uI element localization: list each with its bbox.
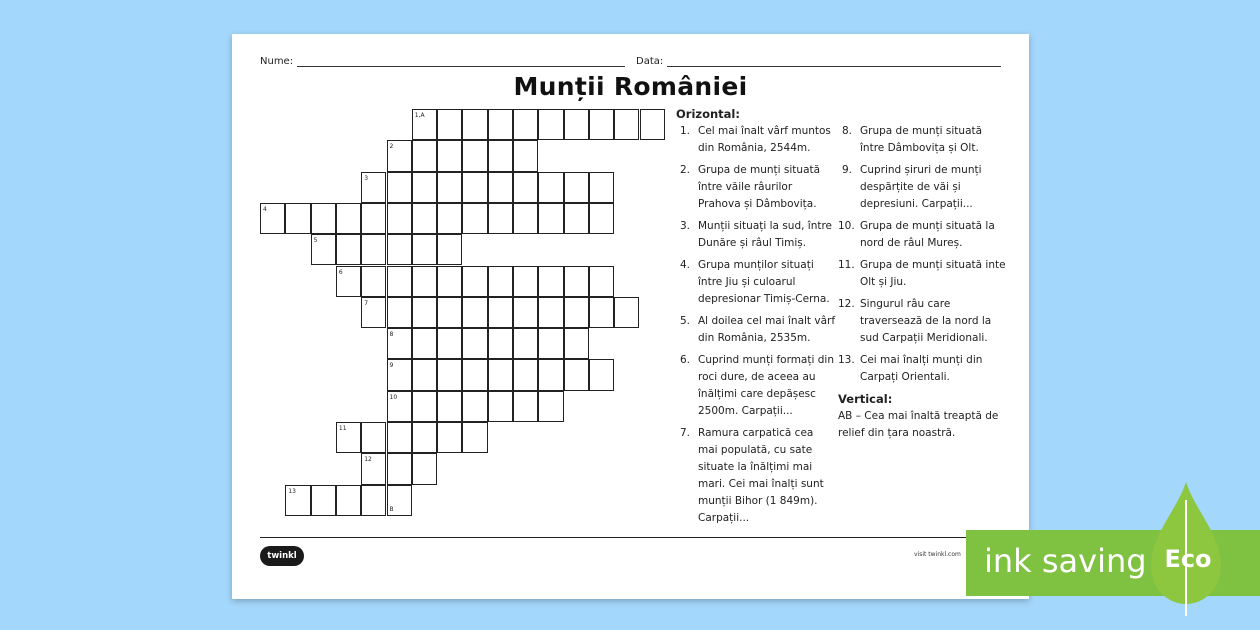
crossword-cell[interactable]: [640, 109, 665, 140]
crossword-cell[interactable]: [412, 109, 437, 140]
clue-text: Singurul râu care traversează de la nord la sud Carpații Meridionali.: [860, 298, 992, 344]
crossword-cell[interactable]: [462, 297, 487, 328]
crossword-cell[interactable]: [437, 422, 462, 453]
crossword-cell[interactable]: [336, 266, 361, 297]
crossword-cell[interactable]: [387, 422, 412, 453]
crossword-cell[interactable]: [387, 297, 412, 328]
crossword-cell[interactable]: [564, 109, 589, 140]
crossword-cell[interactable]: [387, 391, 412, 422]
crossword-cell[interactable]: [387, 234, 412, 265]
crossword-cell[interactable]: [462, 422, 487, 453]
clue-item: [676, 123, 836, 157]
crossword-cell[interactable]: [564, 297, 589, 328]
crossword-cell[interactable]: [412, 297, 437, 328]
crossword-cell[interactable]: [538, 266, 563, 297]
crossword-cell[interactable]: [412, 203, 437, 234]
clue-item: [676, 352, 836, 420]
crossword-cell[interactable]: [513, 172, 538, 203]
clue-number: 11: [338, 425, 347, 432]
crossword-cell[interactable]: [260, 203, 285, 234]
clue-index: 6.: [679, 354, 690, 366]
crossword-cell[interactable]: [412, 359, 437, 390]
crossword-cell[interactable]: [488, 203, 513, 234]
ink-saving-label: ink saving: [984, 542, 1147, 580]
crossword-cell[interactable]: [387, 328, 412, 359]
crossword-cell[interactable]: [336, 422, 361, 453]
clue-number: 3: [364, 174, 369, 182]
crossword-cell[interactable]: [488, 140, 513, 171]
crossword-cell[interactable]: [462, 391, 487, 422]
crossword-cell[interactable]: [361, 422, 386, 453]
clue-text: Cuprind șiruri de munți despărțite de văi și depresiuni. Carpații...: [860, 164, 982, 210]
crossword-cell[interactable]: [513, 140, 538, 171]
crossword-cell[interactable]: [488, 359, 513, 390]
eco-label: Eco: [1164, 545, 1212, 573]
clue-index: 2.: [679, 164, 690, 176]
page-title: Munții României: [513, 72, 748, 101]
crossword-cell[interactable]: [513, 328, 538, 359]
crossword-cell[interactable]: [538, 359, 563, 390]
crossword-cell[interactable]: [513, 109, 538, 140]
clue-index: 10.: [838, 220, 855, 232]
crossword-cell[interactable]: [614, 297, 639, 328]
crossword-cell[interactable]: [437, 297, 462, 328]
crossword-cell[interactable]: [462, 109, 487, 140]
crossword-cell[interactable]: [437, 266, 462, 297]
crossword-cell[interactable]: [564, 266, 589, 297]
crossword-cell[interactable]: [311, 234, 336, 265]
crossword-cell[interactable]: [361, 172, 386, 203]
crossword-cell[interactable]: [387, 359, 412, 390]
clue-number: 6: [338, 268, 343, 276]
clue-text: Grupa de munți situată între Dâmbovița și Olt.: [860, 125, 983, 154]
crossword-cell[interactable]: [437, 328, 462, 359]
crossword-cell[interactable]: [462, 266, 487, 297]
twinkl-logo: twinkl: [260, 546, 304, 566]
crossword-cell[interactable]: [538, 203, 563, 234]
crossword-cell[interactable]: [412, 266, 437, 297]
crossword-cell[interactable]: [538, 297, 563, 328]
crossword-cell[interactable]: [361, 234, 386, 265]
clue-item: [676, 425, 836, 527]
clues-left-column: [676, 106, 836, 532]
crossword-cell[interactable]: [564, 172, 589, 203]
clue-item: [838, 162, 1008, 213]
visit-link[interactable]: visit twinkl.com: [914, 551, 961, 558]
crossword-cell[interactable]: [437, 203, 462, 234]
clue-text: Grupa de munți situată inte Olt și Jiu.: [860, 259, 1006, 288]
crossword-cell[interactable]: [462, 172, 487, 203]
clue-index: 8.: [841, 125, 852, 137]
vertical-heading: Vertical:: [838, 392, 893, 406]
clue-item: [676, 162, 836, 213]
crossword-cell[interactable]: [285, 203, 310, 234]
crossword-cell[interactable]: [513, 203, 538, 234]
clue-item: [676, 257, 836, 308]
clue-text: Cel mai înalt vârf muntos din România, 2544m.: [698, 125, 831, 154]
clue-index: 13.: [838, 354, 855, 366]
clue-index: 9.: [841, 164, 852, 176]
crossword-cell[interactable]: [336, 234, 361, 265]
clue-number: 1,A: [414, 112, 425, 119]
clue-index: 11.: [838, 259, 855, 271]
crossword-cell[interactable]: [488, 266, 513, 297]
date-field[interactable]: [636, 56, 1001, 67]
crossword-cell[interactable]: [412, 453, 437, 484]
crossword-cell[interactable]: [412, 140, 437, 171]
clue-index: 12.: [838, 298, 855, 310]
crossword-cell[interactable]: [488, 328, 513, 359]
clue-index: 5.: [679, 315, 690, 327]
clue-text: Grupa munților situați între Jiu și culoarul depresionar Timiș-Cerna.: [698, 259, 830, 305]
clue-number: 4: [263, 205, 267, 213]
crossword-cell[interactable]: [589, 359, 614, 390]
crossword-cell[interactable]: [488, 109, 513, 140]
clue-number: 5: [313, 237, 318, 245]
crossword-cell[interactable]: [361, 453, 386, 484]
crossword-cell[interactable]: [488, 297, 513, 328]
crossword-cell[interactable]: [437, 391, 462, 422]
crossword-cell[interactable]: [361, 297, 386, 328]
crossword-cell[interactable]: [412, 172, 437, 203]
crossword-cell[interactable]: [488, 391, 513, 422]
clue-text: Grupa de munți situată la nord de râul Mureș.: [860, 220, 995, 249]
crossword-cell[interactable]: [589, 203, 614, 234]
clue-item: [676, 218, 836, 252]
name-field[interactable]: [260, 56, 625, 67]
worksheet: [232, 34, 1029, 599]
date-label: Data:: [636, 56, 664, 67]
footer-divider: [260, 537, 1002, 538]
clue-number: 9: [389, 362, 394, 370]
clue-index: 7.: [679, 427, 690, 439]
crossword-cell[interactable]: [387, 140, 412, 171]
crossword-cell[interactable]: [336, 203, 361, 234]
clue-text: Cuprind munți formați din roci dure, de aceea au înălțimi care depășesc 2500m. Carpații...: [698, 354, 834, 417]
crossword-cell[interactable]: [437, 172, 462, 203]
clue-index: 1.: [679, 125, 690, 137]
crossword-cell[interactable]: [564, 203, 589, 234]
crossword-cell[interactable]: [564, 359, 589, 390]
name-label: Nume:: [260, 56, 294, 67]
crossword-cell[interactable]: [538, 109, 563, 140]
crossword-cell[interactable]: [538, 172, 563, 203]
crossword-cell[interactable]: [513, 359, 538, 390]
crossword-cell[interactable]: [538, 328, 563, 359]
crossword-cell[interactable]: [538, 391, 563, 422]
clue-item: [838, 257, 1008, 291]
crossword-cell[interactable]: [361, 203, 386, 234]
clue-text: Al doilea cel mai înalt vârf din România, 2535m.: [698, 315, 836, 344]
clue-number: 10: [389, 393, 398, 401]
clue-item: [838, 123, 1008, 157]
clue-text: Grupa de munți situată între văile râurilor Prahova și Dâmbovița.: [698, 164, 821, 210]
crossword-cell[interactable]: [387, 485, 412, 516]
clue-item: [838, 352, 1008, 386]
clue-index: 3.: [679, 220, 690, 232]
crossword-cell[interactable]: [361, 266, 386, 297]
crossword-cell[interactable]: [513, 266, 538, 297]
clue-number: 7: [364, 299, 369, 307]
clue-text: Ramura carpatică cea mai populată, cu sate situate la înălțimi mai mari. Cei mai înalți sunt munții Bihor (1 849m). Carpații...: [698, 427, 824, 524]
crossword-cell[interactable]: [437, 140, 462, 171]
crossword-cell[interactable]: [387, 203, 412, 234]
crossword-cell[interactable]: [513, 391, 538, 422]
crossword-cell[interactable]: [336, 485, 361, 516]
clue-number: 12: [364, 456, 372, 464]
crossword-cell[interactable]: [311, 203, 336, 234]
vertical-marker: B: [389, 505, 394, 513]
crossword-cell[interactable]: [361, 485, 386, 516]
clues-right-column: [838, 123, 1008, 442]
crossword-cell[interactable]: [513, 297, 538, 328]
vertical-clue: AB – Cea mai înaltă treaptă de relief din țara noastră.: [838, 410, 999, 439]
clue-item: [838, 296, 1008, 347]
crossword-cell[interactable]: [462, 203, 487, 234]
crossword-cell[interactable]: [412, 391, 437, 422]
crossword-cell[interactable]: [412, 234, 437, 265]
crossword-cell[interactable]: [462, 140, 487, 171]
crossword-cell[interactable]: [437, 359, 462, 390]
crossword-cell[interactable]: [564, 328, 589, 359]
crossword-cell[interactable]: [412, 422, 437, 453]
clue-number: 2: [389, 143, 394, 151]
crossword-cell[interactable]: [589, 266, 614, 297]
clue-item: [676, 313, 836, 347]
crossword-cell[interactable]: [412, 328, 437, 359]
crossword-cell[interactable]: [614, 109, 639, 140]
crossword-cell[interactable]: [589, 109, 614, 140]
crossword-cell[interactable]: [437, 109, 462, 140]
crossword-cell[interactable]: [387, 266, 412, 297]
crossword-cell[interactable]: [589, 172, 614, 203]
crossword-cell[interactable]: [285, 485, 310, 516]
clue-number: 13: [288, 487, 296, 495]
crossword-cell[interactable]: [488, 172, 513, 203]
clue-text: Cei mai înalți munți din Carpați Orientali.: [860, 354, 983, 383]
clue-number: 8: [389, 331, 394, 339]
crossword-cell[interactable]: [387, 172, 412, 203]
crossword-cell[interactable]: [387, 453, 412, 484]
crossword-cell[interactable]: [589, 297, 614, 328]
crossword-cell[interactable]: [311, 485, 336, 516]
crossword-cell[interactable]: [437, 234, 462, 265]
clue-text: Munții situați la sud, între Dunăre și râul Timiș.: [698, 220, 833, 249]
crossword-cell[interactable]: [462, 359, 487, 390]
clue-item: [838, 218, 1008, 252]
horizontal-heading: Orizontal:: [676, 107, 740, 121]
crossword-cell[interactable]: [462, 328, 487, 359]
clue-index: 4.: [679, 259, 690, 271]
